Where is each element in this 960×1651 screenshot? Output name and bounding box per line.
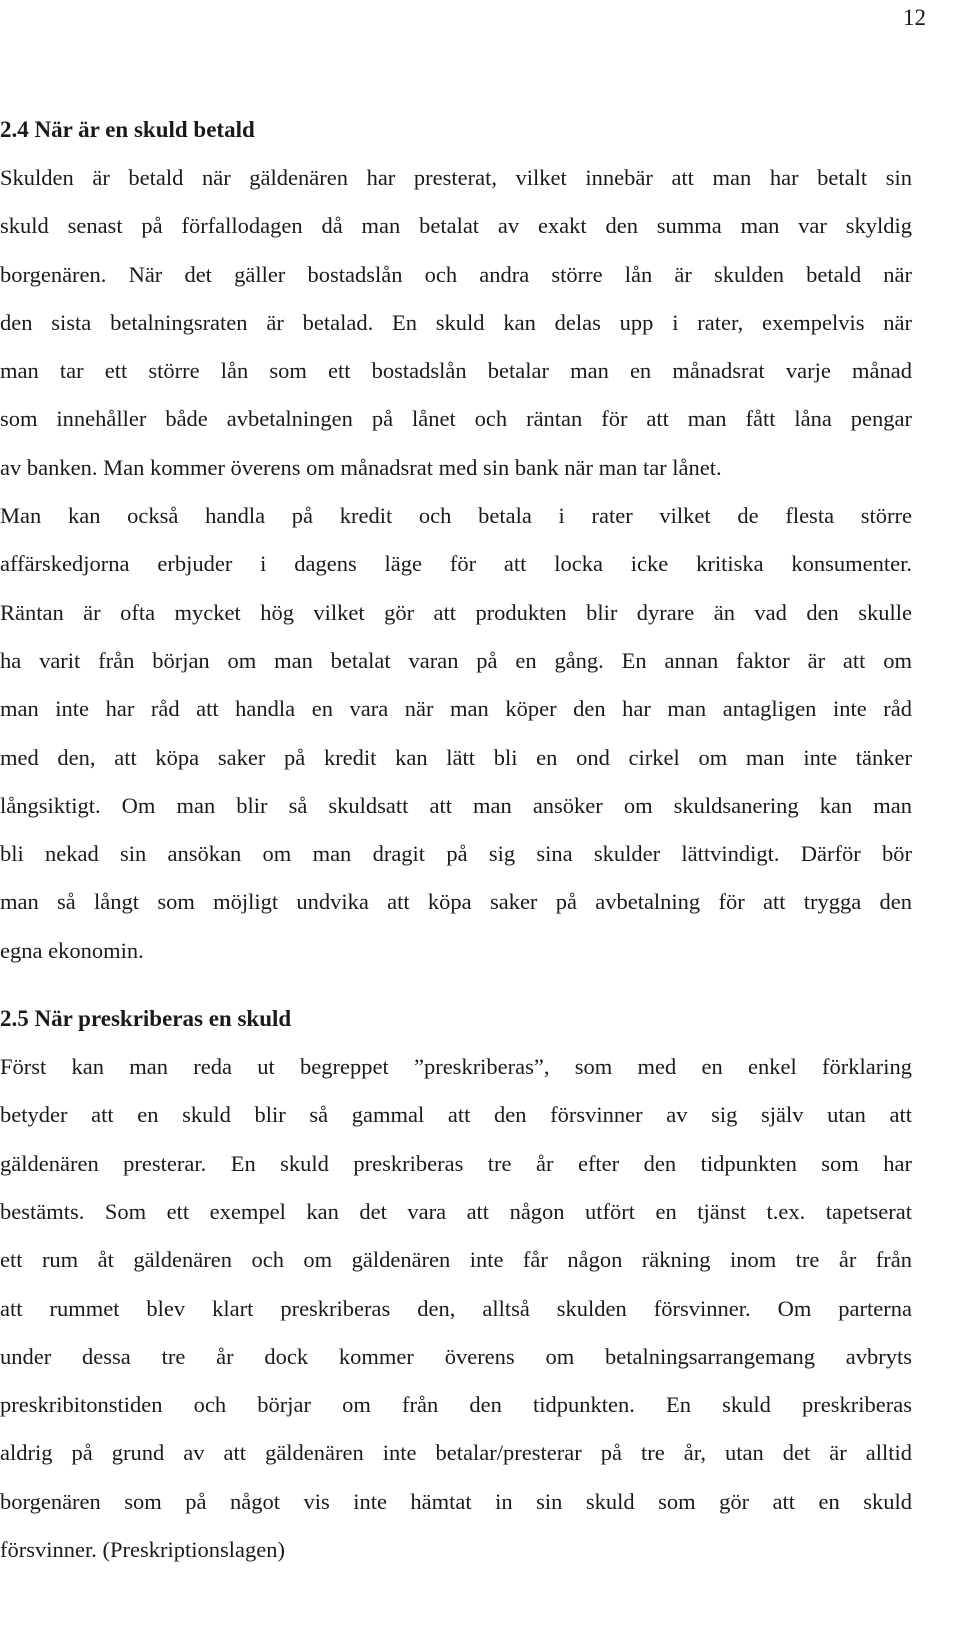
text-line: affärskedjorna erbjuder i dagens läge för att locka icke kritiska konsumenter. — [0, 551, 912, 577]
text-line: aldrig på grund av att gäldenären inte betalar/presterar på tre år, utan det är alltid — [0, 1440, 912, 1466]
text-line: man inte har råd att handla en vara när man köper den har man antagligen inte råd — [0, 696, 912, 722]
document-body — [0, 106, 912, 1574]
section-heading-2-4: 2.4 När är en skuld betald — [0, 117, 255, 142]
text-line: man så långt som möjligt undvika att köpa saker på avbetalning för att trygga den — [0, 889, 912, 915]
text-line: med den, att köpa saker på kredit kan lätt bli en ond cirkel om man inte tänker — [0, 744, 912, 770]
section-2-4-paragraph — [0, 154, 912, 975]
text-line: preskribitonstiden och börjar om från den tidpunkten. En skuld preskriberas — [0, 1392, 912, 1418]
text-line: att rummet blev klart preskriberas den, alltså skulden försvinner. Om parterna — [0, 1295, 912, 1321]
text-line: Man kan också handla på kredit och betala i rater vilket de flesta större — [0, 503, 912, 529]
text-line: Räntan är ofta mycket hög vilket gör att produkten blir dyrare än vad den skulle — [0, 599, 912, 625]
text-line: av banken. Man kommer överens om månadsrat med sin bank när man tar lånet. — [0, 454, 722, 480]
text-line: den sista betalningsraten är betalad. En skuld kan delas upp i rater, exempelvis när — [0, 309, 912, 335]
section-2-5-paragraph — [0, 1043, 912, 1574]
text-line: skuld senast på förfallodagen då man betalat av exakt den summa man var skyldig — [0, 213, 912, 239]
text-line: försvinner. (Preskriptionslagen) — [0, 1537, 285, 1563]
text-line: bestämts. Som ett exempel kan det vara att någon utfört en tjänst t.ex. tapetserat — [0, 1198, 912, 1224]
text-line: ett rum åt gäldenären och om gäldenären inte får någon räkning inom tre år från — [0, 1247, 912, 1273]
text-line: ha varit från början om man betalat varan på en gång. En annan faktor är att om — [0, 647, 912, 673]
text-line: under dessa tre år dock kommer överens om betalningsarrangemang avbryts — [0, 1343, 912, 1369]
text-line: man tar ett större lån som ett bostadslån betalar man en månadsrat varje månad — [0, 358, 912, 384]
text-line: egna ekonomin. — [0, 937, 144, 963]
text-line: betyder att en skuld blir så gammal att den försvinner av sig själv utan att — [0, 1102, 912, 1128]
page-number: 12 — [903, 5, 926, 30]
text-line: Skulden är betald när gäldenären har presterat, vilket innebär att man har betalt sin — [0, 165, 912, 190]
text-line: långsiktigt. Om man blir så skuldsatt att man ansöker om skuldsanering kan man — [0, 792, 912, 818]
text-line: borgenären. När det gäller bostadslån och andra större lån är skulden betald när — [0, 261, 912, 287]
text-line: gäldenären presterar. En skuld preskriberas tre år efter den tidpunkten som har — [0, 1150, 912, 1176]
text-line: bli nekad sin ansökan om man dragit på sig sina skulder lättvindigt. Därför bör — [0, 841, 912, 867]
text-line: borgenären som på något vis inte hämtat in sin skuld som gör att en skuld — [0, 1488, 912, 1514]
section-heading-2-5: 2.5 När preskriberas en skuld — [0, 1006, 292, 1032]
text-line: som innehåller både avbetalningen på lånet och räntan för att man fått låna pengar — [0, 406, 912, 432]
text-line: Först kan man reda ut begreppet ”preskriberas”, som med en enkel förklaring — [0, 1054, 912, 1080]
